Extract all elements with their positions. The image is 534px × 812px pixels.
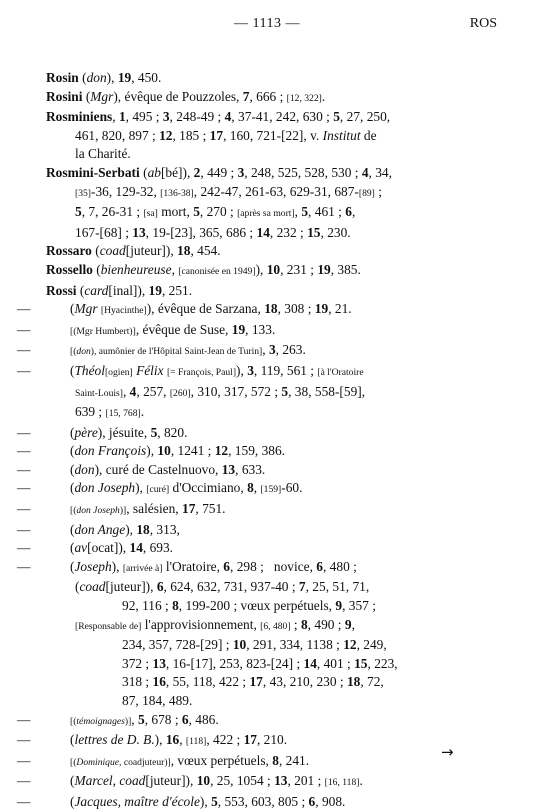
subentry: — (Marcel, coad[juteur]), 10, 25, 1054 ; 13, 201 ; [16, 118]. [17,773,363,789]
subentry: — (père), jésuite, 5, 820. [17,424,188,440]
subentry: — (Théol[ogien] Félix [= François, Paul]), 3, 119, 561 ; [à l'Oratoire Saint-Louis], 4, 257, [260], 310, 317, 572 ; 5, 38, 558-[59], 639 ; [15, 768]. [17,362,366,420]
entry-rosini: Rosini (Mgr), évêque de Pouzzoles, 7, 666 ; [12, 322]. [46,88,326,104]
subentry: — (don François), 10, 1241 ; 12, 159, 386. [17,443,286,459]
headword: Rossaro [46,243,92,259]
subentry: — (lettres de D. B.), 16, [118], 422 ; 17, 210. [17,732,288,748]
section-header: ROS [469,16,497,31]
subentry: — (don), curé de Castelnuovo, 13, 633. [17,461,266,477]
index-entries [17,69,496,812]
entry-rosmini-serbati: Rosmini-Serbati (ab[bé]), 2, 449 ; 3, 248, 525, 528, 530 ; 4, 34, [35]-36, 129-32, [136-38], 242-47, 261-63, 629-31, 687-[89] ; 5, 7, 26-31 ; [sa] mort, 5, 270 ; [après sa mort], 5, 461 ; 6, 167-[68] ; 13, 19-[23], 365, 686 ; 14, 232 ; 15, 230. [46,164,392,240]
subentry: — (Mgr [Hyacinthe]), évêque de Sarzana, 18, 308 ; 19, 21. [17,301,352,317]
subentry: — (don Ange), 18, 313, [17,521,180,537]
entry-rosin: Rosin (don), 19, 450. [46,70,162,85]
entry-rossello: Rossello (bienheureuse, [canonisée en 1949]), 10, 231 ; 19, 385. [46,261,361,277]
headword: Rosin [46,70,79,85]
subentry: — [(Dominique, coadjuteur)], vœux perpétuels, 8, 241. [17,752,310,768]
subentry: — (Jacques, maître d'école), 5, 553, 603, 805 ; 6, 908. [17,793,346,809]
entry-rossi: Rossi (card[inal]), 19, 251. [46,282,193,298]
subentry: — [(don Joseph)], salésien, 17, 751. [17,501,226,517]
continue-arrow-icon: → [441,743,454,761]
entry-rosminiens: Rosminiens, 1, 495 ; 3, 248-49 ; 4, 37-41, 242, 630 ; 5, 27, 250, 461, 820, 897 ; 12, 185 ; 17, 160, 721-[22], v. Institut de la Charité. [46,109,391,162]
page-number: — 1113 — [234,16,300,31]
headword: Rossello [46,261,93,277]
headword: Rosminiens [46,109,113,125]
subentry: — (Joseph), [arrivée à] l'Oratoire, 6, 298 ; novice, 6, 480 ; (coad[juteur]), 6, 624, 632, 731, 937-40 ; 7, 25, 51, 71, 92, 116 ; 8, 199-200 ; vœux perpétuels, 9, 357 ; [Responsable de] l'approvisionnement, [6, 480] ; 8, 490 ; 9, 234, 357, 728-[29] ; 10, 291, 334, 1138 ; 12, 249, 372 ; 13, 16-[17], 253, 823-[24] ; 14, 401 ; 15, 223, 318 ; 16, 55, 118, 422 ; 17, 43, 210, 230 ; 18, 72, 87, 184, 489. [17,558,398,708]
headword: Rossi [46,282,77,298]
subentry: — [(témoignages)], 5, 678 ; 6, 486. [17,711,219,727]
entry-rossaro: Rossaro (coad[juteur]), 18, 454. [46,243,221,259]
headword: Rosini [46,88,83,104]
subentry: — (av[ocat]), 14, 693. [17,540,174,556]
subentry: — [(Mgr Humbert)], évêque de Suse, 19, 133. [17,321,276,337]
subentry: — (don Joseph), [curé] d'Occimiano, 8, [159]-60. [17,480,303,496]
headword: Rosmini-Serbati [46,164,140,180]
subentry: — [(don), aumônier de l'Hôpital Saint-Jean de Turin], 3, 263. [17,342,306,358]
